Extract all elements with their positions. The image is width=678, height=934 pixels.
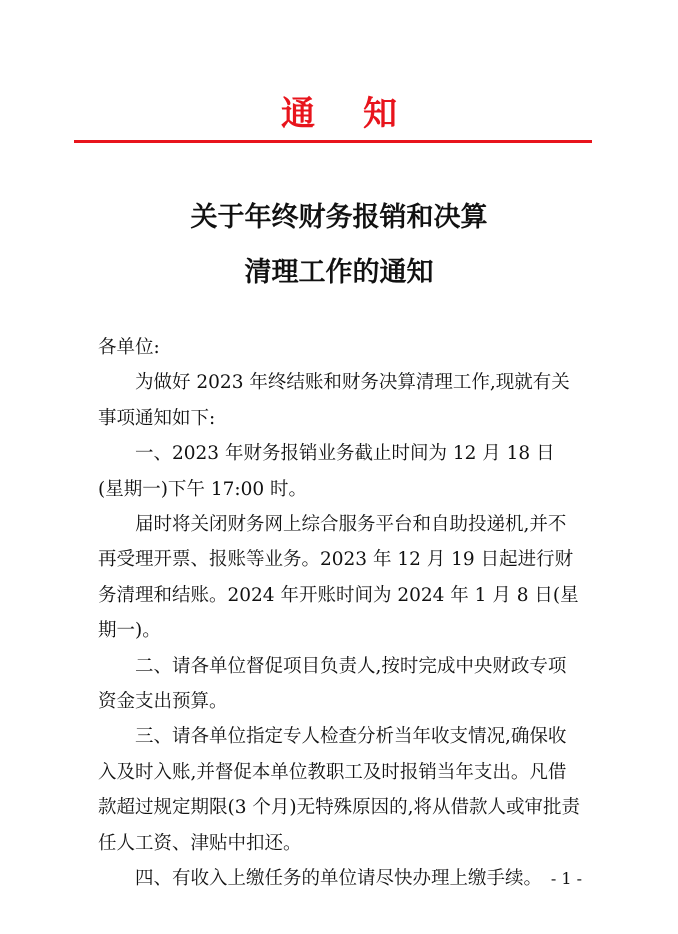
paragraph-item-4: 四、有收入上缴任务的单位请尽快办理上缴手续。 (135, 868, 543, 890)
page-number: - 1 - (550, 869, 582, 888)
document-title-line-1: 关于年终财务报销和决算 (190, 202, 488, 233)
paragraph-intro: 为做好 2023 年终结账和财务决算清理工作,现就有关事项通知如下: (98, 372, 570, 429)
paragraph-item-1: 一、2023 年财务报销业务截止时间为 12 月 18 日(星期一)下午 17:00 时。 (98, 443, 555, 500)
paragraph-item-2: 二、请各单位督促项目负责人,按时完成中央财政专项资金支出预算。 (98, 655, 567, 713)
header-red-rule (74, 140, 592, 143)
document-body (98, 330, 580, 897)
document-title-line-2: 清理工作的通知 (244, 257, 434, 288)
paragraph-item-1-detail: 届时将关闭财务网上综合服务平台和自助投递机,并不再受理开票、报账等业务。2023 年 12 月 19 日起进行财务清理和结账。2024 年开账时间为 2024 年 1 月 8 日(星期一)。 (98, 514, 579, 642)
paragraph-item-3: 三、请各单位指定专人检查分析当年收支情况,确保收入及时入账,并督促本单位教职工及时报销当年支出。凡借款超过规定期限(3 个月)无特殊原因的,将从借款人或审批责任人工资、津贴中扣还。 (98, 726, 580, 854)
salutation: 各单位: (98, 337, 160, 358)
notice-header-title: 通知 (281, 94, 445, 134)
